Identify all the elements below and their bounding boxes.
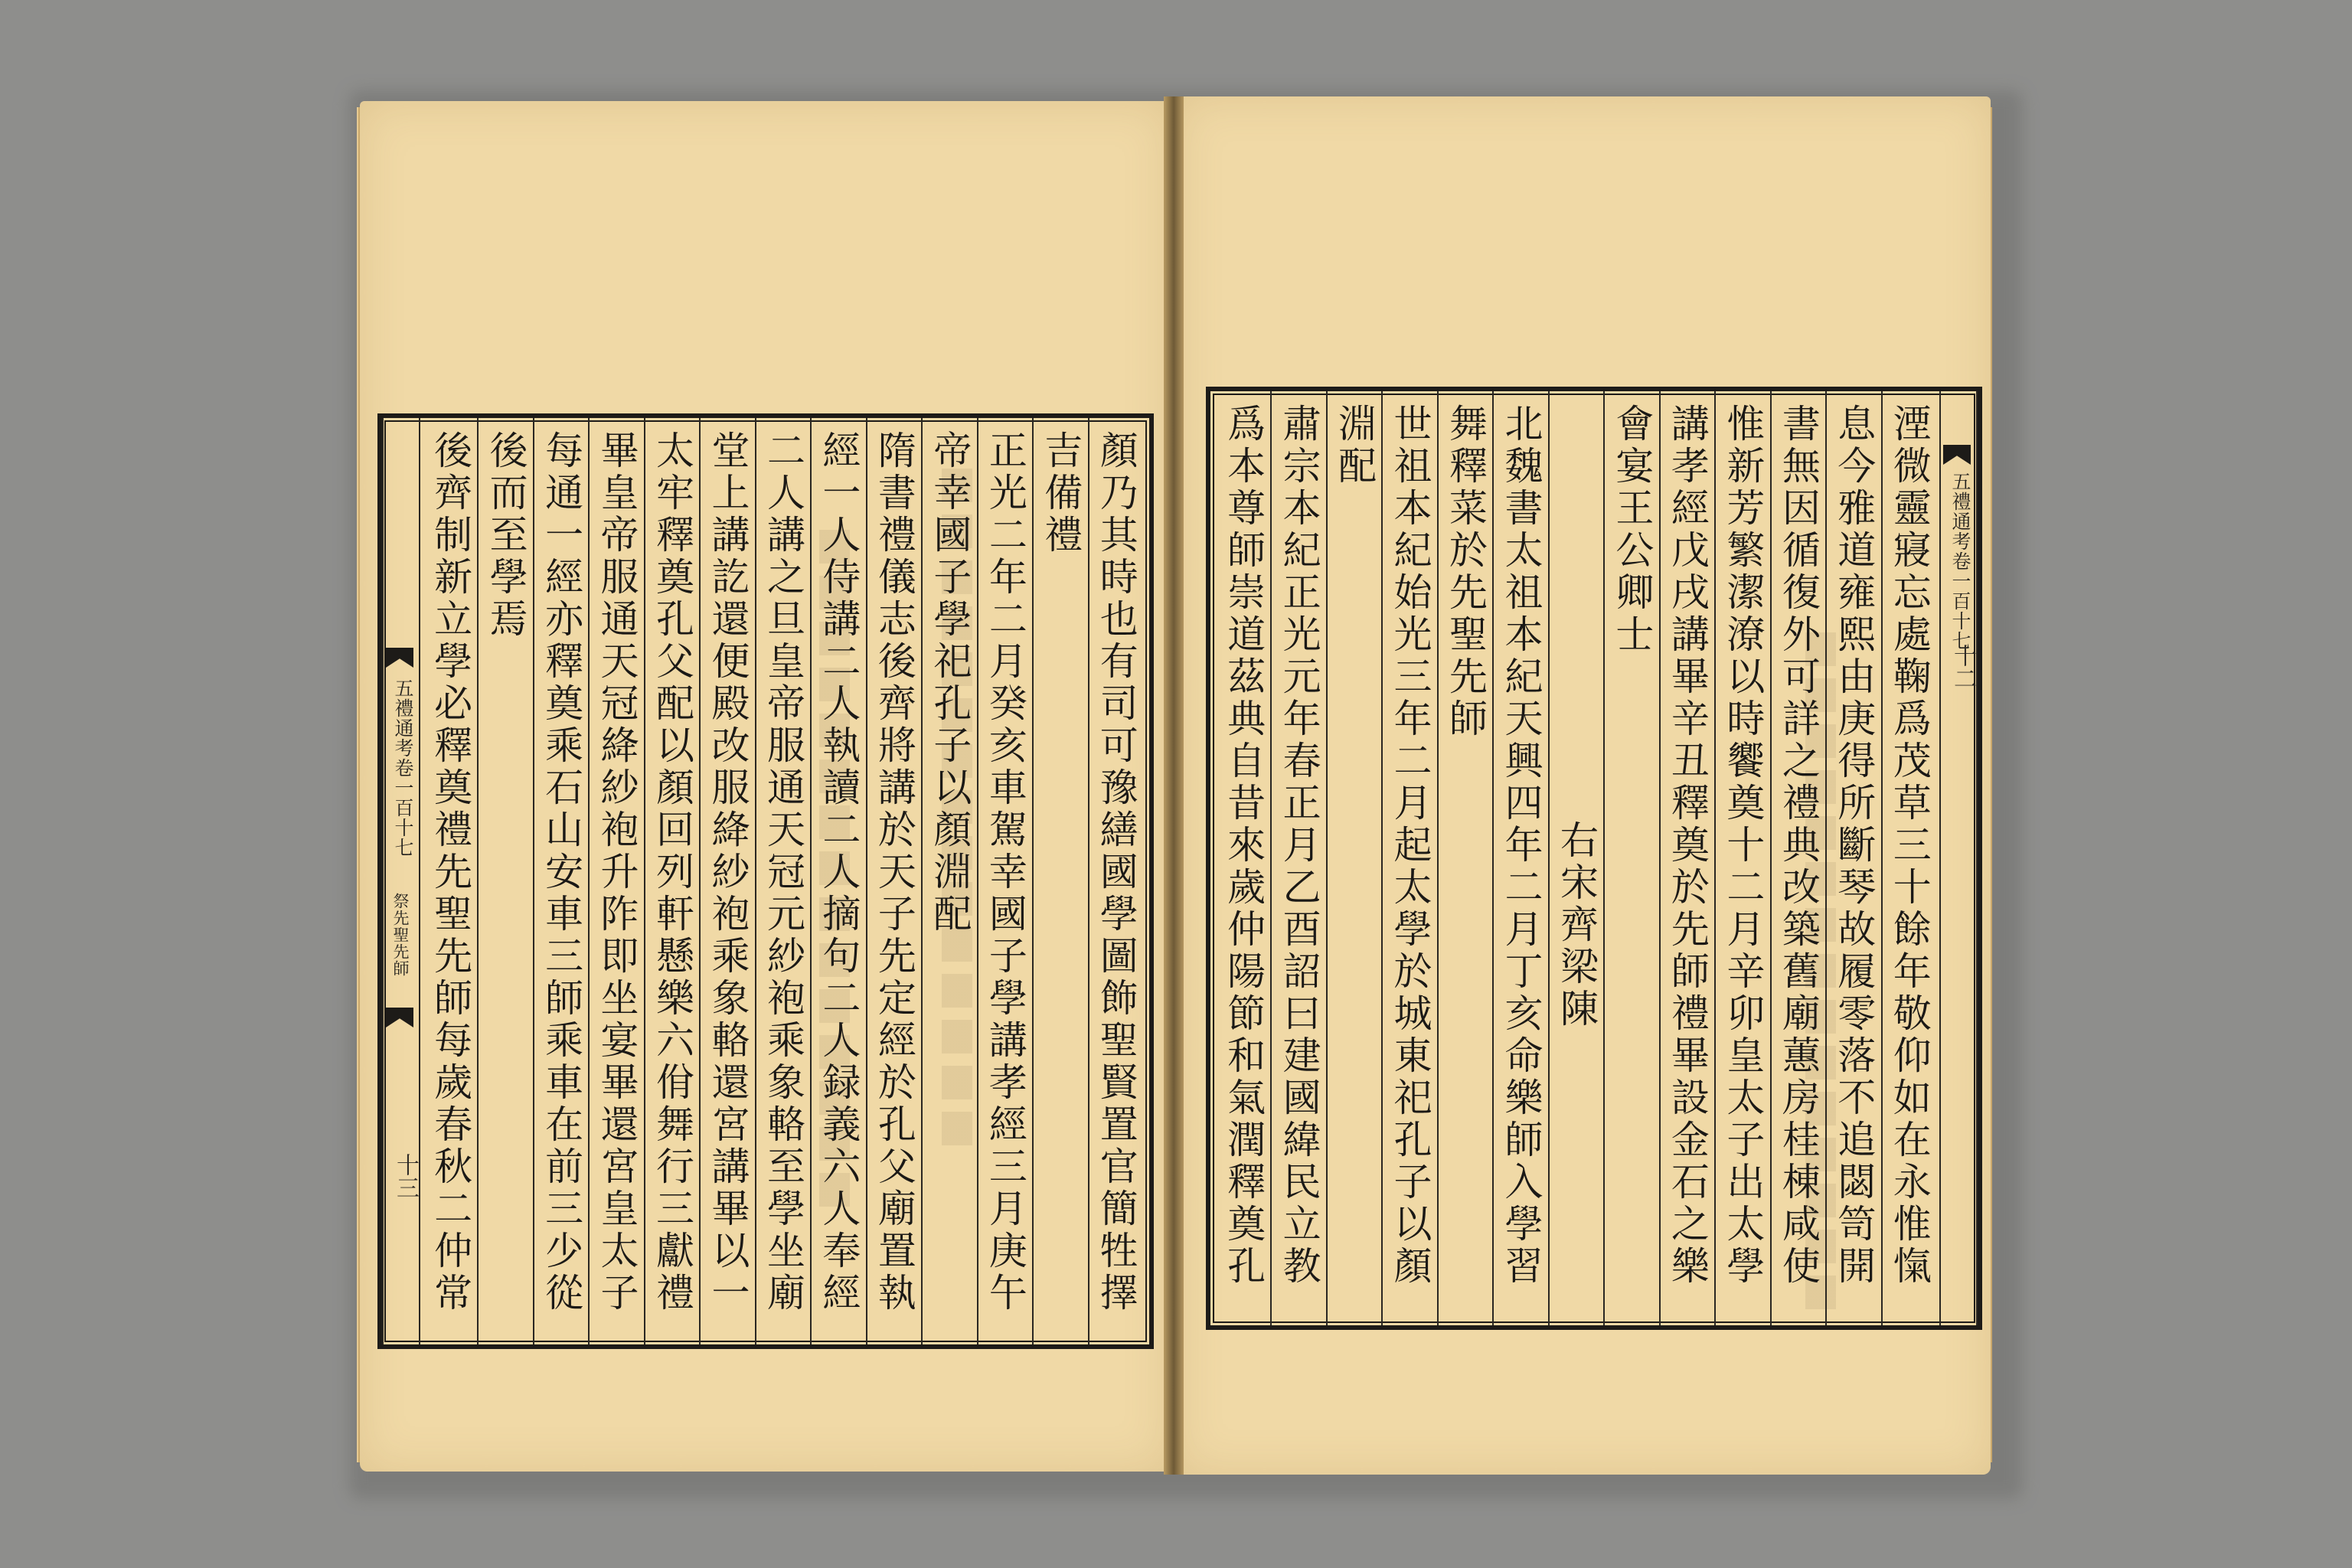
column-text: 息今雅道雍熙由庚得所斷琴故履零落不追閟笥開 — [1831, 403, 1877, 1288]
folio-number: 十二 — [1949, 644, 1976, 690]
left-text-frame — [377, 413, 1154, 1349]
column-text: 湮微靈寢忘處鞠爲茂草三十餘年敬仰如在永惟愾 — [1886, 403, 1932, 1288]
text-column — [533, 418, 588, 1344]
text-column — [423, 418, 477, 1344]
text-column — [810, 418, 865, 1344]
text-column — [1714, 391, 1769, 1325]
column-text: 吉備禮 — [1038, 430, 1083, 557]
column-text: 北魏書太祖本紀天興四年二月丁亥命樂師入學習 — [1498, 403, 1544, 1288]
text-column — [699, 418, 754, 1344]
text-column — [1492, 391, 1547, 1325]
right-fishtail-column — [1939, 391, 1978, 1325]
column-text: 右宋齊梁陳 — [1553, 820, 1599, 1031]
column-text: 淵配 — [1332, 403, 1377, 488]
text-column — [755, 418, 810, 1344]
right-text-columns — [1217, 391, 1936, 1325]
book-gutter — [1164, 96, 1184, 1475]
column-text: 顏乃其時也有司可豫繕國學圖飾聖賢置官簡牲擇 — [1093, 430, 1138, 1315]
text-column — [977, 418, 1032, 1344]
column-text: 會宴王公卿士 — [1609, 403, 1655, 656]
text-column — [644, 418, 699, 1344]
fishtail-book-title: 五禮通考卷一百十七 — [392, 678, 414, 858]
fishtail-mark — [1943, 445, 1971, 465]
left-fishtail-column — [382, 418, 420, 1344]
text-column — [1659, 391, 1714, 1325]
text-column — [1825, 391, 1880, 1325]
fishtail-mark — [386, 648, 413, 668]
column-text: 帝幸國子學祀孔子以顏淵配 — [927, 430, 972, 936]
column-text: 後齊制新立學必釋奠禮先聖先師每歲春秋二仲常 — [428, 430, 473, 1315]
column-text: 書無因循復外可詳之禮典改築舊廟蕙房桂棟咸使 — [1775, 403, 1821, 1288]
fishtail-section: 祭先聖先師 — [391, 893, 410, 977]
fishtail-mark — [386, 1008, 413, 1027]
column-text: 後而至學焉 — [483, 430, 528, 641]
text-column — [588, 418, 643, 1344]
right-text-frame — [1206, 387, 1982, 1330]
column-text: 肅宗本紀正光元年春正月乙酉詔曰建國緯民立教 — [1276, 403, 1321, 1288]
column-text: 畢皇帝服通天冠絳紗袍升阼即坐宴畢還宮皇太子 — [594, 430, 639, 1315]
column-text: 正光二年二月癸亥車駕幸國子學講孝經三月庚午 — [982, 430, 1027, 1315]
text-column — [1032, 418, 1087, 1344]
column-text: 二人講之旦皇帝服通天冠元紗袍乘象輅至學坐廟 — [760, 430, 805, 1315]
left-text-columns — [423, 418, 1143, 1344]
text-column — [1088, 418, 1143, 1344]
text-column — [921, 418, 976, 1344]
column-text: 隋書禮儀志後齊將講於天子先定經於孔父廟置執 — [871, 430, 916, 1315]
text-column — [1270, 391, 1325, 1325]
text-column — [1326, 391, 1381, 1325]
text-column — [1548, 391, 1603, 1325]
text-column — [1437, 391, 1492, 1325]
text-column — [1770, 391, 1825, 1325]
text-column — [477, 418, 532, 1344]
column-text: 世祖本紀始光三年二月起太學於城東祀孔子以顏 — [1387, 403, 1432, 1288]
folio-number: 十三 — [392, 1153, 419, 1199]
text-column — [1881, 391, 1936, 1325]
text-column — [1217, 391, 1270, 1325]
text-column — [1603, 391, 1658, 1325]
column-text: 惟新芳繁潔潦以時饗奠十二月辛卯皇太子出太學 — [1720, 403, 1766, 1288]
column-text: 經一人侍講二人執讀二人摘句二人録義六人奉經 — [816, 430, 861, 1315]
column-text: 爲本尊師崇道茲典自昔來歲仲陽節和氣潤釋奠孔 — [1221, 403, 1266, 1288]
text-column — [1381, 391, 1436, 1325]
column-text: 每通一經亦釋奠乘石山安車三師乘車在前三少從 — [539, 430, 584, 1315]
text-column — [866, 418, 921, 1344]
column-text: 講孝經戊戌講畢辛丑釋奠於先師禮畢設金石之樂 — [1664, 403, 1710, 1288]
column-text: 舞釋菜於先聖先師 — [1443, 403, 1488, 740]
fishtail-book-title: 五禮通考卷一百十七 — [1949, 472, 1971, 651]
column-text: 堂上講訖還便殿改服絳紗袍乘象輅還宮講畢以一 — [705, 430, 750, 1315]
column-text: 太牢釋奠孔父配以顏回列軒懸樂六佾舞行三獻禮 — [650, 430, 695, 1315]
